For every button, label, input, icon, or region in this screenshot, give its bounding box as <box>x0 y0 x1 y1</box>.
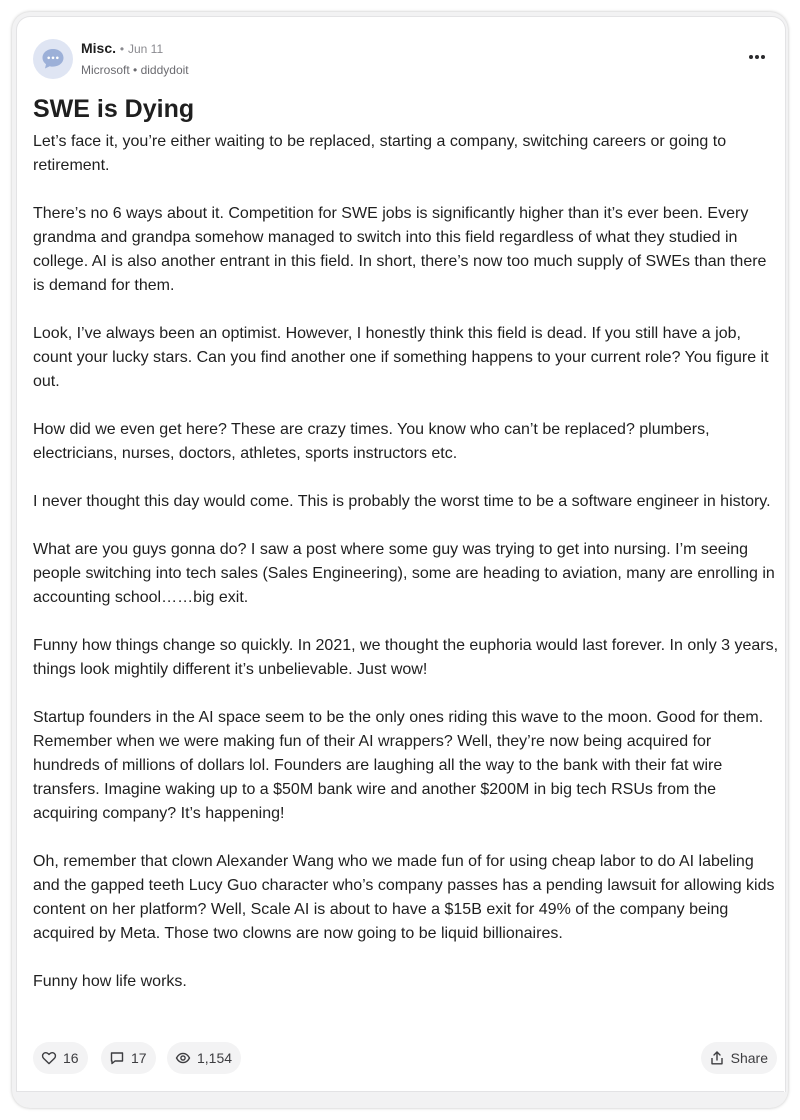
more-horizontal-icon <box>748 54 766 60</box>
post-card <box>16 16 786 1092</box>
post-paragraph: How did we even get here? These are crazy times. You know who can’t be replaced? plumbers, electricians, nurses, doctors, athletes, sports instructors etc. <box>33 421 710 462</box>
post-paragraph: Funny how life works. <box>33 973 187 990</box>
post-paragraph: There’s no 6 ways about it. Competition for SWE jobs is significantly higher than it’s ever been. Every grandma and grandpa somehow managed to switch into this field regardless of what they studied in college. AI is also another entrant in this field. In short, there’s now too much supply of SWEs than there is demand for them. <box>33 205 767 294</box>
post-paragraph: What are you guys gonna do? I saw a post where some guy was trying to get into nursing. I’m seeing people switching into tech sales (Sales Engineering), some are heading to aviation, many are enrolling in accounting school……big exit. <box>33 541 775 606</box>
post-body <box>33 130 781 994</box>
comment-button[interactable] <box>101 1042 156 1074</box>
eye-icon <box>175 1050 191 1066</box>
post-date: Jun 11 <box>128 42 164 56</box>
meta-separator: • <box>119 42 125 56</box>
channel-avatar[interactable] <box>33 39 73 79</box>
view-count: 1,154 <box>197 1050 233 1066</box>
card-divider <box>16 1091 784 1092</box>
heart-icon <box>41 1050 57 1066</box>
post-paragraph: Look, I’ve always been an optimist. However, I honestly think this field is dead. If you still have a job, count your lucky stars. Can you find another one if something happens to your current role? You figure it out. <box>33 325 769 390</box>
meta-separator: • <box>133 63 138 77</box>
share-icon <box>709 1050 725 1066</box>
chat-bubble-icon <box>40 46 66 72</box>
like-button[interactable] <box>33 1042 88 1074</box>
comment-icon <box>109 1050 125 1066</box>
views-indicator <box>167 1042 241 1074</box>
share-button[interactable] <box>701 1042 777 1074</box>
post-meta-top <box>81 39 163 58</box>
post-paragraph: Startup founders in the AI space seem to be the only ones riding this wave to the moon. Good for them. Remember when we were making fun of their AI wrappers? Well, they’re now being acquired for hundreds of millions of dollars lol. Founders are laughing all the way to the bank with their fat wire transfers. Imagine waking up to a $50M bank wire and another $200M in big tech RSUs from the acquiring company? It’s happening! <box>33 709 764 822</box>
channel-name[interactable]: Misc. <box>81 40 117 56</box>
post-meta-bottom <box>81 62 189 78</box>
post-title: SWE is Dying <box>33 95 195 123</box>
share-label: Share <box>730 1050 768 1066</box>
post-paragraph: Oh, remember that clown Alexander Wang who we made fun of for using cheap labor to do AI labeling and the gapped teeth Lucy Guo character who’s company passes has a pending lawsuit for allowing kids content on her platform? Well, Scale AI is about to have a $15B exit for 49% of the company being acquired by Meta. Those two clowns are now going to be liquid billionaires. <box>33 853 775 942</box>
post-paragraph: I never thought this day would come. This is probably the worst time to be a software engineer in history. <box>33 493 771 510</box>
author-name[interactable]: diddydoit <box>140 63 189 77</box>
like-count: 16 <box>63 1050 79 1066</box>
comment-count: 17 <box>131 1050 147 1066</box>
more-options-button[interactable] <box>743 47 771 67</box>
post-paragraph: Let’s face it, you’re either waiting to be replaced, starting a company, switching careers or going to retirement. <box>33 133 727 174</box>
post-paragraph: Funny how things change so quickly. In 2021, we thought the euphoria would last forever. In only 3 years, things look mightily different it’s unbelievable. Just wow! <box>33 637 779 678</box>
author-company[interactable]: Microsoft <box>81 63 130 77</box>
